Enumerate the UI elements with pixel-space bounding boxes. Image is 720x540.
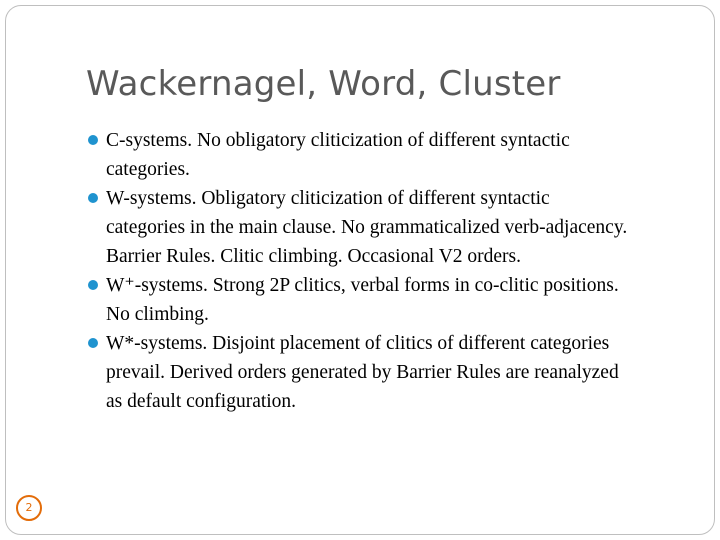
bullet-line: Barrier Rules. Clitic climbing. Occasional V2 orders. — [106, 246, 522, 267]
bullet-item — [88, 126, 698, 184]
bullet-line: categories. — [106, 159, 190, 180]
bullet-line: prevail. Derived orders generated by Barrier Rules are reanalyzed — [106, 362, 619, 383]
bullet-line: W-systems. Obligatory cliticization of different syntactic — [106, 188, 550, 209]
bullet-line: as default configuration. — [106, 391, 297, 412]
slide-frame — [5, 5, 715, 535]
page-number-badge: 2 — [16, 495, 42, 521]
bullet-icon — [88, 193, 98, 203]
bullet-icon — [88, 338, 98, 348]
bullet-item — [88, 184, 698, 271]
bullet-line: C-systems. No obligatory cliticization of different syntactic — [106, 130, 570, 151]
bullet-item — [88, 271, 698, 329]
bullet-icon — [88, 135, 98, 145]
bullet-line: W⁺-systems. Strong 2P clitics, verbal forms in co-clitic positions. — [106, 275, 619, 296]
bullet-line: No climbing. — [106, 304, 209, 325]
slide-title: Wackernagel, Word, Cluster — [86, 64, 561, 104]
bullet-icon — [88, 280, 98, 290]
bullet-item — [88, 329, 698, 416]
bullet-line: categories in the main clause. No grammaticalized verb-adjacency. — [106, 217, 628, 238]
bullet-list — [88, 126, 698, 416]
bullet-line: W*-systems. Disjoint placement of clitics of different categories — [106, 333, 610, 354]
